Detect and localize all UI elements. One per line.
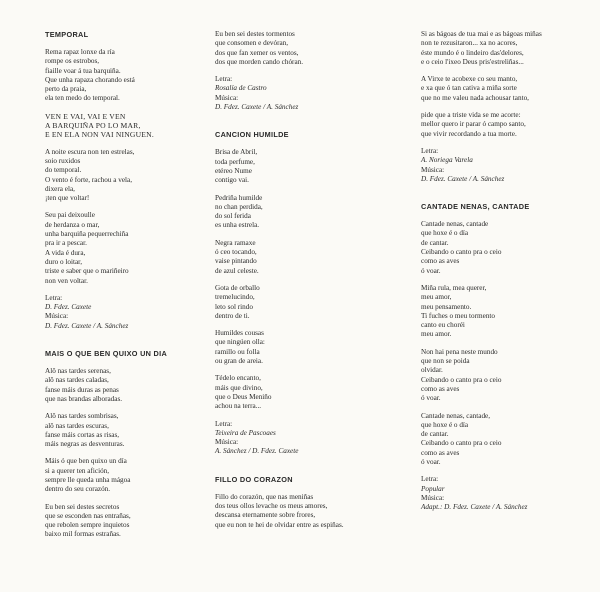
song-spacer xyxy=(215,120,395,130)
lyric-line: descansa eternamente sobre frores, xyxy=(215,511,316,520)
lyric-line: Eu ben sei destes tormentos xyxy=(215,30,295,38)
lyric-line: Gota de orballo xyxy=(215,283,260,292)
song-title: CANTADE NENAS, CANTADE xyxy=(421,202,530,212)
song-block xyxy=(215,30,395,130)
lyric-line: meu pensamento. xyxy=(421,302,472,311)
lyric-line: que hoxe é o día xyxy=(421,420,469,429)
song-title: TEMPORAL xyxy=(45,30,89,39)
lyric-line: Que unha rapaza chorando está xyxy=(45,75,135,84)
lyric-line: si a querer ten afición, xyxy=(45,466,110,475)
lyric-line: Humildes cousas xyxy=(215,329,264,338)
credits xyxy=(421,147,591,184)
song-block xyxy=(421,30,591,202)
lyric-line: A vida é dura, xyxy=(45,248,86,257)
lyric-line: pide que a triste vida se me acorte: xyxy=(421,111,521,120)
stanza xyxy=(45,148,205,204)
stanza xyxy=(45,211,205,285)
lyric-line: fanse máis duras as penas xyxy=(45,385,119,394)
credit-label: Letra: xyxy=(215,75,233,84)
credits xyxy=(215,75,395,112)
lyric-line: meu amor. xyxy=(421,330,452,339)
credit-label: Música: xyxy=(215,438,239,447)
credit-label: Música: xyxy=(45,312,69,321)
song-title: FILLO DO CORAZON xyxy=(215,474,293,484)
lyrics-column-1 xyxy=(45,30,205,558)
lyric-line: Cantade nenas, cantade, xyxy=(421,411,491,420)
lyric-line: do sol ferida xyxy=(215,212,251,221)
song-spacer xyxy=(421,520,591,530)
credits xyxy=(45,294,205,331)
lyric-line: de herdanza o mar, xyxy=(45,220,100,229)
lyric-line: Miña rula, mea querer, xyxy=(421,283,487,292)
lyric-line: de azul celeste. xyxy=(215,266,259,275)
lyric-line: achou na terra... xyxy=(215,402,262,411)
lyric-line: e xa que ó tan cativa a miña sorte xyxy=(421,84,517,93)
lyric-line: ó voar. xyxy=(421,457,441,466)
credit-value: A. Noriega Varela xyxy=(421,156,473,165)
credit-value: Adapt.: D. Fdez. Caxete / A. Sánchez xyxy=(421,503,528,512)
lyric-line: que nas brandas alboradas. xyxy=(45,394,123,403)
lyric-line: que consomen e devóran, xyxy=(215,39,289,48)
lyric-line: E EN ELA NON VAI NINGUEN. xyxy=(45,130,154,140)
lyric-line: que no me valeu nada achousar tanto, xyxy=(421,93,529,102)
stanza xyxy=(421,111,591,139)
lyric-line: Seu pai deixoulle xyxy=(45,211,95,220)
stanza xyxy=(421,412,591,468)
lyric-line: de cantar. xyxy=(421,430,449,439)
lyric-line: como as aves xyxy=(421,448,460,457)
stanza xyxy=(215,194,395,231)
lyric-line: canto eu choréi xyxy=(421,321,465,330)
lyric-line: no chan perdida, xyxy=(215,202,263,211)
stanza xyxy=(215,30,395,67)
lyric-line: ó voar. xyxy=(421,394,441,403)
stanza xyxy=(45,112,205,140)
lyric-line: dentro do seu corazón. xyxy=(45,485,111,494)
lyric-line: pra ir a pescar. xyxy=(45,239,87,248)
song-spacer xyxy=(45,548,205,558)
lyric-line: etéreo Nume xyxy=(215,166,252,175)
lyric-line: dentro de ti. xyxy=(215,311,250,320)
lyric-line: Ceibando o canto pra o ceio xyxy=(421,439,502,448)
lyric-line: triste e saber que o mariñeiro xyxy=(45,267,129,276)
lyric-line: alô nas tardes caladas, xyxy=(45,376,109,385)
stanza xyxy=(45,48,205,104)
lyric-line: que non se poida xyxy=(421,357,470,366)
lyric-line: soio ruxidos xyxy=(45,156,81,165)
lyric-line: Cantade nenas, cantade xyxy=(421,220,489,229)
lyric-line: Non hai pena neste mundo xyxy=(421,347,498,356)
lyric-line: do temporal. xyxy=(45,166,82,175)
lyric-line: duro o loitar, xyxy=(45,257,83,266)
lyric-line: que eu non te hei de olvidar entre as espiñas. xyxy=(215,520,344,529)
stanza xyxy=(45,503,205,540)
lyric-line: como as aves xyxy=(421,257,460,266)
lyric-line: Pedriña humilde xyxy=(215,193,263,202)
stanza xyxy=(215,329,395,366)
lyric-line: olvidar. xyxy=(421,366,443,375)
lyric-line: fiaille voar á tua barquiña. xyxy=(45,66,121,75)
lyric-line: Negra ramaxe xyxy=(215,238,256,247)
song-block xyxy=(215,130,395,474)
lyric-line: ó voar. xyxy=(421,266,441,275)
lyric-line: Tédelo encanto, xyxy=(215,374,261,383)
credit-value: Popular xyxy=(421,484,445,493)
lyric-line: Fillo do corazón, que nas meniñas xyxy=(215,492,314,501)
lyric-line: perto da praia, xyxy=(45,85,87,94)
lyric-line: leto sol rindo xyxy=(215,302,253,311)
credit-value: Teixeira de Pascoaes xyxy=(215,428,276,437)
lyric-line: que se esconden nas entrañas, xyxy=(45,511,131,520)
credit-value: D. Fdez. Caxete xyxy=(45,303,92,312)
lyric-line: vaise pintando xyxy=(215,257,257,266)
stanza xyxy=(45,367,205,404)
stanza xyxy=(421,220,591,276)
lyric-line: dixera ela, xyxy=(45,184,75,193)
song-spacer xyxy=(215,465,395,475)
song-block xyxy=(421,202,591,530)
lyric-line: máis negras as desventuras. xyxy=(45,440,125,449)
credits xyxy=(215,420,395,457)
stanza xyxy=(45,412,205,449)
lyric-line: contigo vai. xyxy=(215,176,249,185)
lyric-line: non te rezusitaron... xa no acores, xyxy=(421,39,518,48)
lyric-line: ela ten medo do temporal. xyxy=(45,94,120,103)
stanza xyxy=(215,239,395,276)
lyric-line: que o Deus Meniño xyxy=(215,392,272,401)
song-spacer xyxy=(421,192,591,202)
lyric-line: Ceibando o canto pra o ceio xyxy=(421,248,502,257)
lyric-line: tremelucindo, xyxy=(215,293,255,302)
lyric-line: sempre lle queda unha mágoa xyxy=(45,475,131,484)
lyric-line: dos que morden cando chóran. xyxy=(215,57,304,66)
lyric-line: non ven voltar. xyxy=(45,276,88,285)
lyric-line: Si as bágoas de tua mai e as bágoas miñas xyxy=(421,30,542,38)
credit-label: Letra: xyxy=(421,475,439,484)
stanza xyxy=(421,348,591,404)
stanza xyxy=(421,284,591,340)
lyric-line: máis que divino, xyxy=(215,383,263,392)
lyric-line: ramillo ou folla xyxy=(215,347,260,356)
lyric-line: éste mundo é o lindeiro das'delores, xyxy=(421,48,524,57)
lyric-line: como as aves xyxy=(421,384,460,393)
song-block xyxy=(215,475,395,548)
lyric-line: Eu ben sei destes secretos xyxy=(45,502,120,511)
lyric-line: que vivir recordando a tua morte. xyxy=(421,129,517,138)
lyric-line: ¡ten que voltar! xyxy=(45,194,90,203)
lyric-line: A Virxe te acobexe co seu manto, xyxy=(421,75,518,84)
stanza xyxy=(215,493,395,530)
stanza xyxy=(215,374,395,411)
lyric-line: Ti fuches o meu tormento xyxy=(421,311,495,320)
credit-label: Música: xyxy=(421,165,445,174)
stanza xyxy=(421,75,591,103)
lyric-line: que ningúen olla: xyxy=(215,338,265,347)
stanza xyxy=(421,30,591,67)
lyric-line: meu amor, xyxy=(421,293,452,302)
lyric-line: A noite escura non ten estrelas, xyxy=(45,147,135,156)
lyric-line: Alô nas tardes serenas, xyxy=(45,367,111,376)
credit-value: D. Fdez. Caxete / A. Sánchez xyxy=(45,321,129,330)
lyric-line: que hoxe é o día xyxy=(421,229,469,238)
lyric-line: fanse máis cortas as risas, xyxy=(45,430,120,439)
lyric-line: VEN E VAI, VAI E VEN xyxy=(45,111,126,121)
lyric-line: rompe os estrobos, xyxy=(45,57,100,66)
lyric-line: ó ceo tocando, xyxy=(215,248,257,257)
credits xyxy=(421,475,591,512)
song-spacer xyxy=(215,538,395,548)
lyrics-column-3 xyxy=(421,30,591,530)
lyric-line: A BARQUIÑA PO LO MAR, xyxy=(45,121,141,131)
lyric-line: dos teus ollos levache os meus amores, xyxy=(215,501,328,510)
lyric-line: mellor quero ir parar ó campo santo, xyxy=(421,120,526,129)
lyric-line: Brisa de Abril, xyxy=(215,148,258,157)
lyric-line: O vento é forte, rachou a vela, xyxy=(45,175,133,184)
lyric-line: baixo mil formas estrañas. xyxy=(45,530,121,539)
credit-label: Música: xyxy=(215,93,239,102)
song-spacer xyxy=(45,339,205,349)
lyric-line: toda perfume, xyxy=(215,157,255,166)
credit-value: D. Fdez. Caxete / A. Sánchez xyxy=(215,103,299,112)
stanza xyxy=(45,457,205,494)
lyric-line: Alô nas tardes sombrisas, xyxy=(45,412,119,421)
credit-value: Rosalía de Castro xyxy=(215,84,267,93)
credit-label: Letra: xyxy=(215,419,233,428)
lyric-line: e o ceio l'ixeo Deus pris'estreliñas... xyxy=(421,57,524,66)
lyric-line: de cantar. xyxy=(421,238,449,247)
song-title: CANCION HUMILDE xyxy=(215,130,289,140)
lyric-line: dos que fan xemer os ventos, xyxy=(215,48,299,57)
stanza xyxy=(215,148,395,185)
lyric-line: Ceibando o canto pra o ceio xyxy=(421,375,502,384)
lyrics-column-2 xyxy=(215,30,395,548)
credit-label: Letra: xyxy=(45,293,63,302)
lyric-line: Rema rapaz lonxe da ría xyxy=(45,48,115,56)
stanza xyxy=(215,284,395,321)
lyric-line: es unha estrela. xyxy=(215,221,260,230)
lyric-line: alô nas tardes escuras, xyxy=(45,421,109,430)
lyric-line: que rebolen sempre inquietos xyxy=(45,521,130,530)
song-block xyxy=(45,30,205,349)
song-block xyxy=(45,349,205,558)
lyric-line: ou gran de areia. xyxy=(215,357,263,366)
credit-label: Música: xyxy=(421,493,445,502)
credit-value: D. Fdez. Caxete / A. Sánchez xyxy=(421,174,505,183)
lyric-line: unha barquiña pequerrechiña xyxy=(45,230,129,239)
credit-label: Letra: xyxy=(421,146,439,155)
credit-value: A. Sánchez / D. Fdez. Caxete xyxy=(215,447,299,456)
lyric-line: Máis ó que ben quixo un día xyxy=(45,457,127,466)
song-title: MAIS O QUE BEN QUIXO UN DIA xyxy=(45,349,168,359)
